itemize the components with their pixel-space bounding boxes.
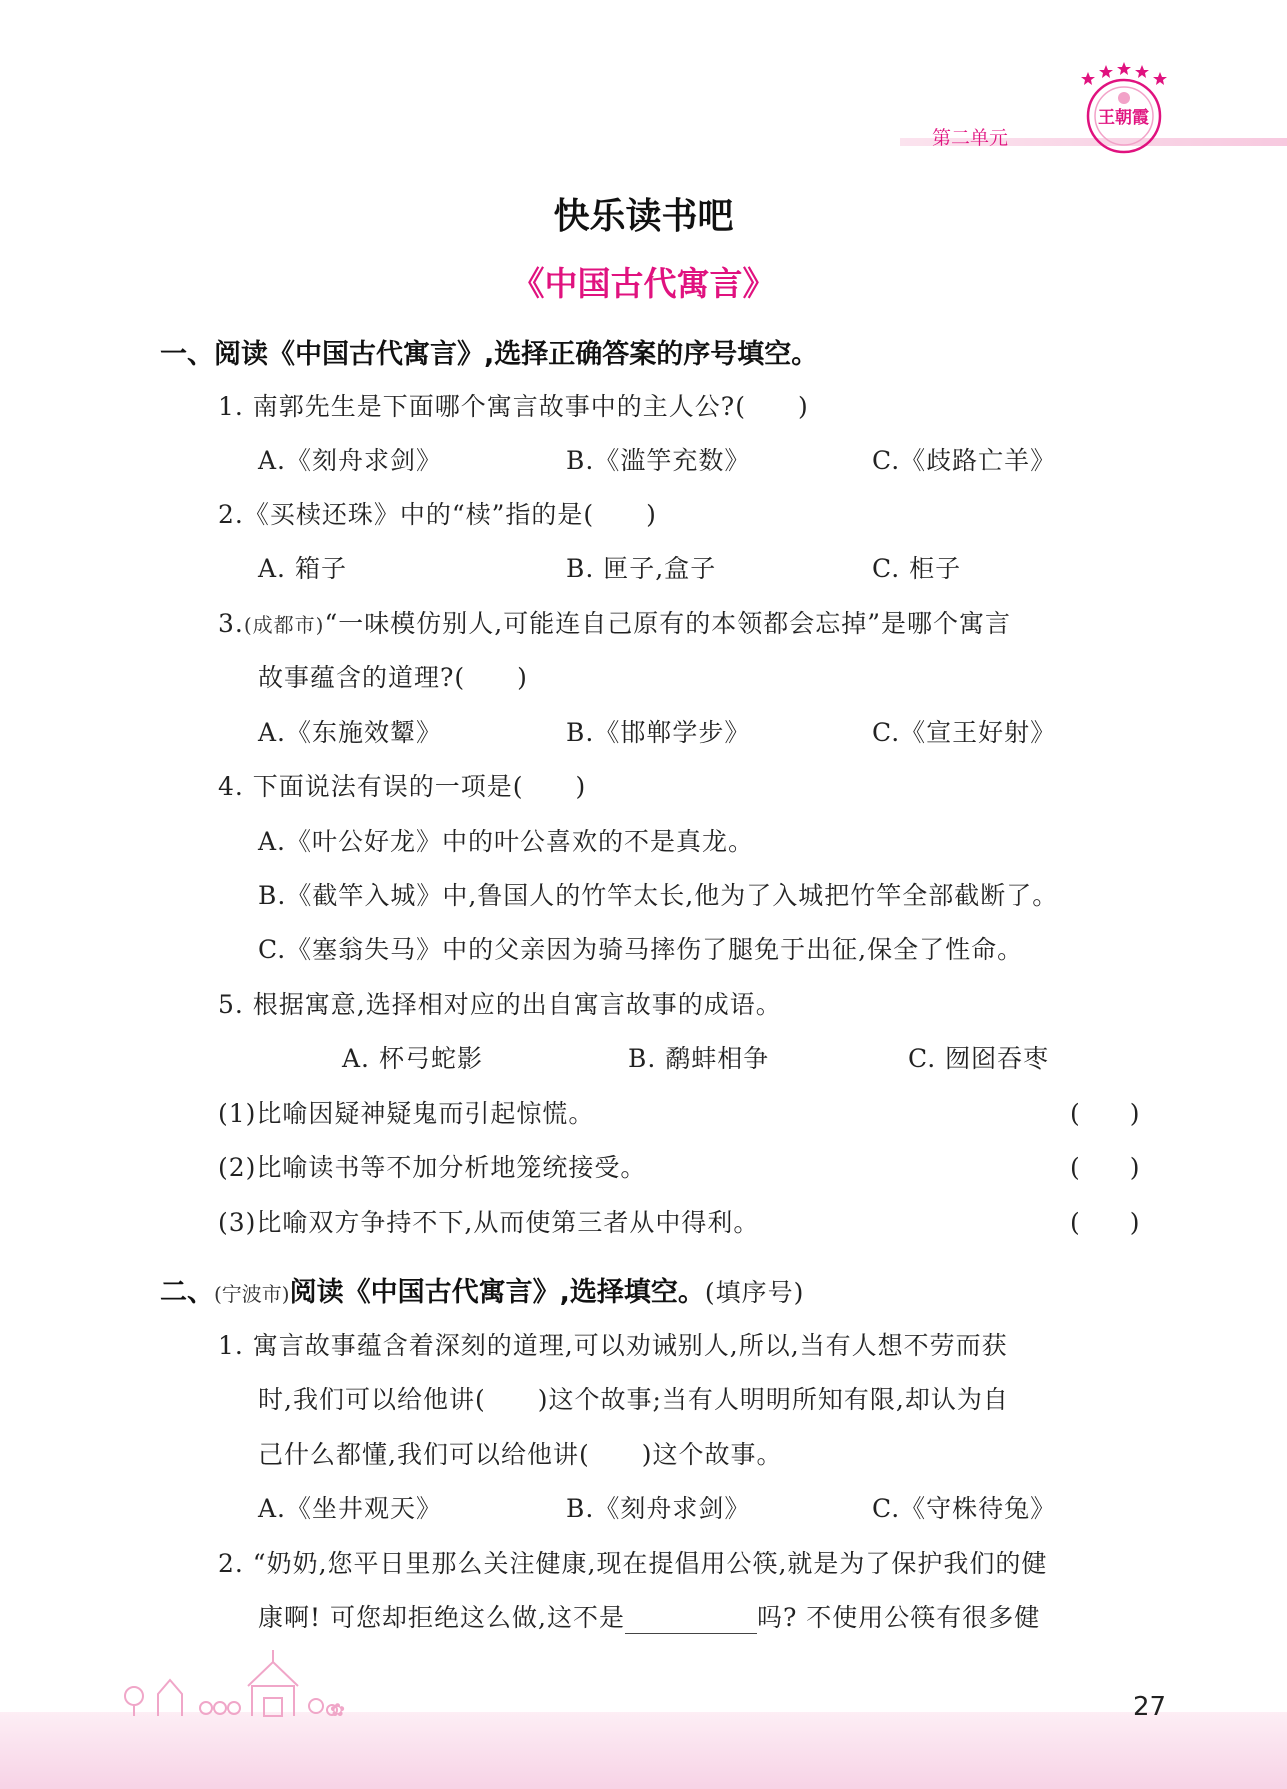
s2-q2-line2 xyxy=(258,1598,1040,1634)
unit-label: 第二单元 xyxy=(932,127,1009,149)
q4-stem: 4. 下面说法有误的一项是( ) xyxy=(218,772,587,801)
q3-number: 3. xyxy=(218,609,244,638)
s2-q1-option-c: C.《守株待兔》 xyxy=(872,1494,1057,1523)
s2-q2-line1: 2. “奶奶,您平日里那么关注健康,现在提倡用公筷,就是为了保护我们的健 xyxy=(218,1549,1048,1578)
q5-stem: 5. 根据寓意,选择相对应的出自寓言故事的成语。 xyxy=(218,990,782,1019)
q5-item-1: (1)比喻因疑神疑鬼而引起惊慌。 xyxy=(218,1099,595,1128)
q2-stem: 2.《买椟还珠》中的“椟”指的是( ) xyxy=(218,500,657,529)
s2-q2-line2-after-blank: 吗? 不使用公筷有很多健 xyxy=(756,1603,1041,1632)
section-2-number: 二、 xyxy=(160,1277,214,1308)
s2-q1-line1: 1. 寓言故事蕴含着深刻的道理,可以劝诫别人,所以,当有人想不劳而获 xyxy=(218,1331,1008,1360)
q3-stem-line1 xyxy=(218,604,1011,640)
s2-q1-option-b: B.《刻舟求剑》 xyxy=(566,1494,751,1523)
q1-option-c: C.《歧路亡羊》 xyxy=(872,446,1057,475)
q3-option-a: A.《东施效颦》 xyxy=(258,718,443,747)
q4-option-a: A.《叶公好龙》中的叶公喜欢的不是真龙。 xyxy=(258,827,755,856)
page-number: 27 xyxy=(1133,1692,1167,1722)
section-2-source-note: (宁波市) xyxy=(214,1282,290,1306)
q5-item-3-answer-blank[interactable]: ( ) xyxy=(1070,1208,1140,1237)
q1-option-a: A.《刻舟求剑》 xyxy=(258,446,443,475)
publisher-logo xyxy=(1070,58,1178,158)
q2-option-a: A. 箱子 xyxy=(258,554,347,583)
section-2-title: 阅读《中国古代寓言》,选择填空。 xyxy=(289,1277,705,1308)
q5-item-3: (3)比喻双方争持不下,从而使第三者从中得利。 xyxy=(218,1208,760,1237)
q3-stem-text: “一味模仿别人,可能连自己原有的本领都会忘掉”是哪个寓言 xyxy=(324,609,1011,638)
q5-item-2: (2)比喻读书等不加分析地笼统接受。 xyxy=(218,1153,647,1182)
q4-option-b: B.《截竿入城》中,鲁国人的竹竿太长,他为了入城把竹竿全部截断了。 xyxy=(258,881,1059,910)
section-2-heading xyxy=(160,1270,804,1309)
s2-q2-line2-before-blank: 康啊! 可您却拒绝这么做,这不是 xyxy=(258,1603,625,1632)
footer-sparkle-icon: ✿ xyxy=(330,1700,346,1721)
q3-source-note: (成都市) xyxy=(243,613,325,637)
s2-q2-fill-blank[interactable] xyxy=(625,1609,757,1634)
q4-option-c: C.《塞翁失马》中的父亲因为骑马摔伤了腿免于出征,保全了性命。 xyxy=(258,935,1024,964)
q1-stem: 1. 南郭先生是下面哪个寓言故事中的主人公?( ) xyxy=(218,392,809,421)
q5-item-2-answer-blank[interactable]: ( ) xyxy=(1070,1153,1140,1182)
page-title: 快乐读书吧 xyxy=(553,196,734,237)
q1-option-b: B.《滥竽充数》 xyxy=(566,446,751,475)
q2-option-c: C. 柜子 xyxy=(872,554,962,583)
s2-q1-line2: 时,我们可以给他讲( )这个故事;当有人明明所知有限,却认为自 xyxy=(258,1385,1009,1414)
s2-q1-option-a: A.《坐井观天》 xyxy=(258,1494,443,1523)
s2-q1-line3: 己什么都懂,我们可以给他讲( )这个故事。 xyxy=(258,1440,783,1469)
q5-option-a: A. 杯弓蛇影 xyxy=(342,1044,483,1073)
q2-option-b: B. 匣子,盒子 xyxy=(566,554,717,583)
q3-option-b: B.《邯郸学步》 xyxy=(566,718,751,747)
logo-text: 王朝霞 xyxy=(1098,108,1149,128)
q5-option-b: B. 鹬蚌相争 xyxy=(628,1044,770,1073)
footer-band xyxy=(0,1712,1287,1789)
q5-option-c: C. 囫囵吞枣 xyxy=(908,1044,1050,1073)
q3-option-c: C.《宣王好射》 xyxy=(872,718,1057,747)
book-subtitle: 《中国古代寓言》 xyxy=(511,264,776,303)
section-1-heading: 一、阅读《中国古代寓言》,选择正确答案的序号填空。 xyxy=(160,339,819,370)
section-2-heading-note: (填序号) xyxy=(704,1278,805,1307)
q3-stem-line2: 故事蕴含的道理?( ) xyxy=(258,663,528,692)
q5-item-1-answer-blank[interactable]: ( ) xyxy=(1070,1099,1140,1128)
